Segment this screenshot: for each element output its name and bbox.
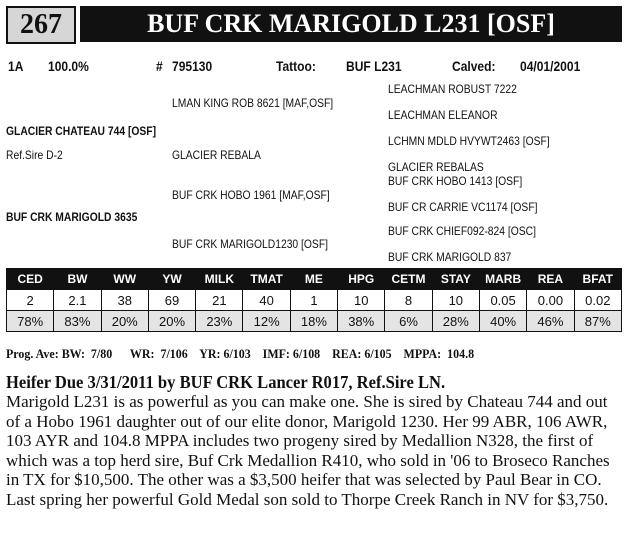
epd-value-hpg: 10 <box>338 290 385 311</box>
pedigree-sire: GLACIER CHATEAU 744 [OSF] <box>6 124 157 138</box>
epd-header-me: ME <box>290 269 337 290</box>
animal-tag: 1A <box>8 58 24 74</box>
calved-date: 04/01/2001 <box>520 58 581 74</box>
pedigree-sire-sire: LMAN KING ROB 8621 [MAF,OSF] <box>172 96 334 110</box>
epd-header-milk: MILK <box>196 269 243 290</box>
epd-table <box>6 268 622 332</box>
epd-values-row <box>7 290 622 311</box>
epd-header-row <box>7 269 622 290</box>
epd-value-bw: 2.1 <box>54 290 101 311</box>
tattoo-label: Tattoo: <box>276 58 316 74</box>
epd-value-me: 1 <box>290 290 337 311</box>
registration-label: # <box>156 58 163 74</box>
epd-header-marb: MARB <box>479 269 526 290</box>
epd-header-tmat: TMAT <box>243 269 290 290</box>
pedigree-sd-dam: GLACIER REBALAS <box>388 160 484 174</box>
pedigree-sd-sire: LCHMN MDLD HVYWT2463 [OSF] <box>388 134 550 148</box>
epd-accuracy-cetm: 6% <box>385 311 432 332</box>
epd-value-stay: 10 <box>432 290 479 311</box>
epd-accuracy-bfat: 87% <box>574 311 621 332</box>
epd-header-hpg: HPG <box>338 269 385 290</box>
epd-header-ww: WW <box>101 269 148 290</box>
epd-value-tmat: 40 <box>243 290 290 311</box>
pedigree-sire-dam: GLACIER REBALA <box>172 148 261 162</box>
pedigree-dam: BUF CRK MARIGOLD 3635 <box>6 210 138 224</box>
pedigree-ref-sire: Ref.Sire D-2 <box>6 148 63 162</box>
epd-accuracy-marb: 40% <box>479 311 526 332</box>
epd-value-ww: 38 <box>101 290 148 311</box>
epd-accuracy-yw: 20% <box>148 311 195 332</box>
epd-accuracy-bw: 83% <box>54 311 101 332</box>
pedigree-dd-sire: BUF CRK CHIEF092-824 [OSC] <box>388 224 536 238</box>
epd-accuracy-tmat: 12% <box>243 311 290 332</box>
epd-accuracy-ced: 78% <box>7 311 54 332</box>
epd-accuracy-row <box>7 311 622 332</box>
epd-value-cetm: 8 <box>385 290 432 311</box>
progeny-averages: Prog. Ave: BW: 7/80 WR: 7/106 YR: 6/103 IMF: 6/108 REA: 6/105 MPPA: 104.8 <box>6 346 475 361</box>
epd-value-ced: 2 <box>7 290 54 311</box>
animal-name-title: BUF CRK MARIGOLD L231 [OSF] <box>80 6 622 42</box>
epd-header-ced: CED <box>7 269 54 290</box>
epd-accuracy-hpg: 38% <box>338 311 385 332</box>
epd-header-bw: BW <box>54 269 101 290</box>
epd-header-stay: STAY <box>432 269 479 290</box>
epd-header-rea: REA <box>527 269 574 290</box>
pedigree-dam-dam: BUF CRK MARIGOLD1230 [OSF] <box>172 237 328 251</box>
pedigree-dd-dam: BUF CRK MARIGOLD 837 <box>388 250 512 264</box>
lot-headline: Heifer Due 3/31/2011 by BUF CRK Lancer R017, Ref.Sire LN. <box>6 372 446 392</box>
percent-value: 100.0% <box>48 58 89 74</box>
epd-accuracy-rea: 46% <box>527 311 574 332</box>
pedigree-ss-dam: LEACHMAN ELEANOR <box>388 108 498 122</box>
epd-value-marb: 0.05 <box>479 290 526 311</box>
epd-header-cetm: CETM <box>385 269 432 290</box>
epd-header-bfat: BFAT <box>574 269 621 290</box>
epd-accuracy-stay: 28% <box>432 311 479 332</box>
epd-accuracy-me: 18% <box>290 311 337 332</box>
epd-value-milk: 21 <box>196 290 243 311</box>
pedigree-ss-sire: LEACHMAN ROBUST 7222 <box>388 82 517 96</box>
lot-description: Marigold L231 is as powerful as you can make one. She is sired by Chateau 744 and out of a Hobo 1961 daughter out of our elite donor, Marigold 1230. Her 99 ABR, 106 AWR, 103 AYR and 104.8 MPPA includes two progeny sired by Medallion N328, the first of which was a top herd sire, Buf Crk Medallion R410, who sold in '06 to Broseco Ranches in TX for $10,500. The other was a $3,500 heifer that was selected by Paul Bear in CO. Last spring her powerful Gold Medal son sold to Thorpe Creek Ranch in NV for $3,750. <box>6 392 610 509</box>
epd-accuracy-ww: 20% <box>101 311 148 332</box>
lot-number: 267 <box>6 6 76 44</box>
tattoo-value: BUF L231 <box>346 58 402 74</box>
registration-number: 795130 <box>172 58 213 74</box>
epd-accuracy-milk: 23% <box>196 311 243 332</box>
pedigree-ds-dam: BUF CR CARRIE VC1174 [OSF] <box>388 200 538 214</box>
calved-label: Calved: <box>452 58 496 74</box>
pedigree-ds-sire: BUF CRK HOBO 1413 [OSF] <box>388 174 523 188</box>
pedigree-dam-sire: BUF CRK HOBO 1961 [MAF,OSF] <box>172 188 330 202</box>
epd-value-rea: 0.00 <box>527 290 574 311</box>
epd-value-yw: 69 <box>148 290 195 311</box>
epd-header-yw: YW <box>148 269 195 290</box>
epd-value-bfat: 0.02 <box>574 290 621 311</box>
